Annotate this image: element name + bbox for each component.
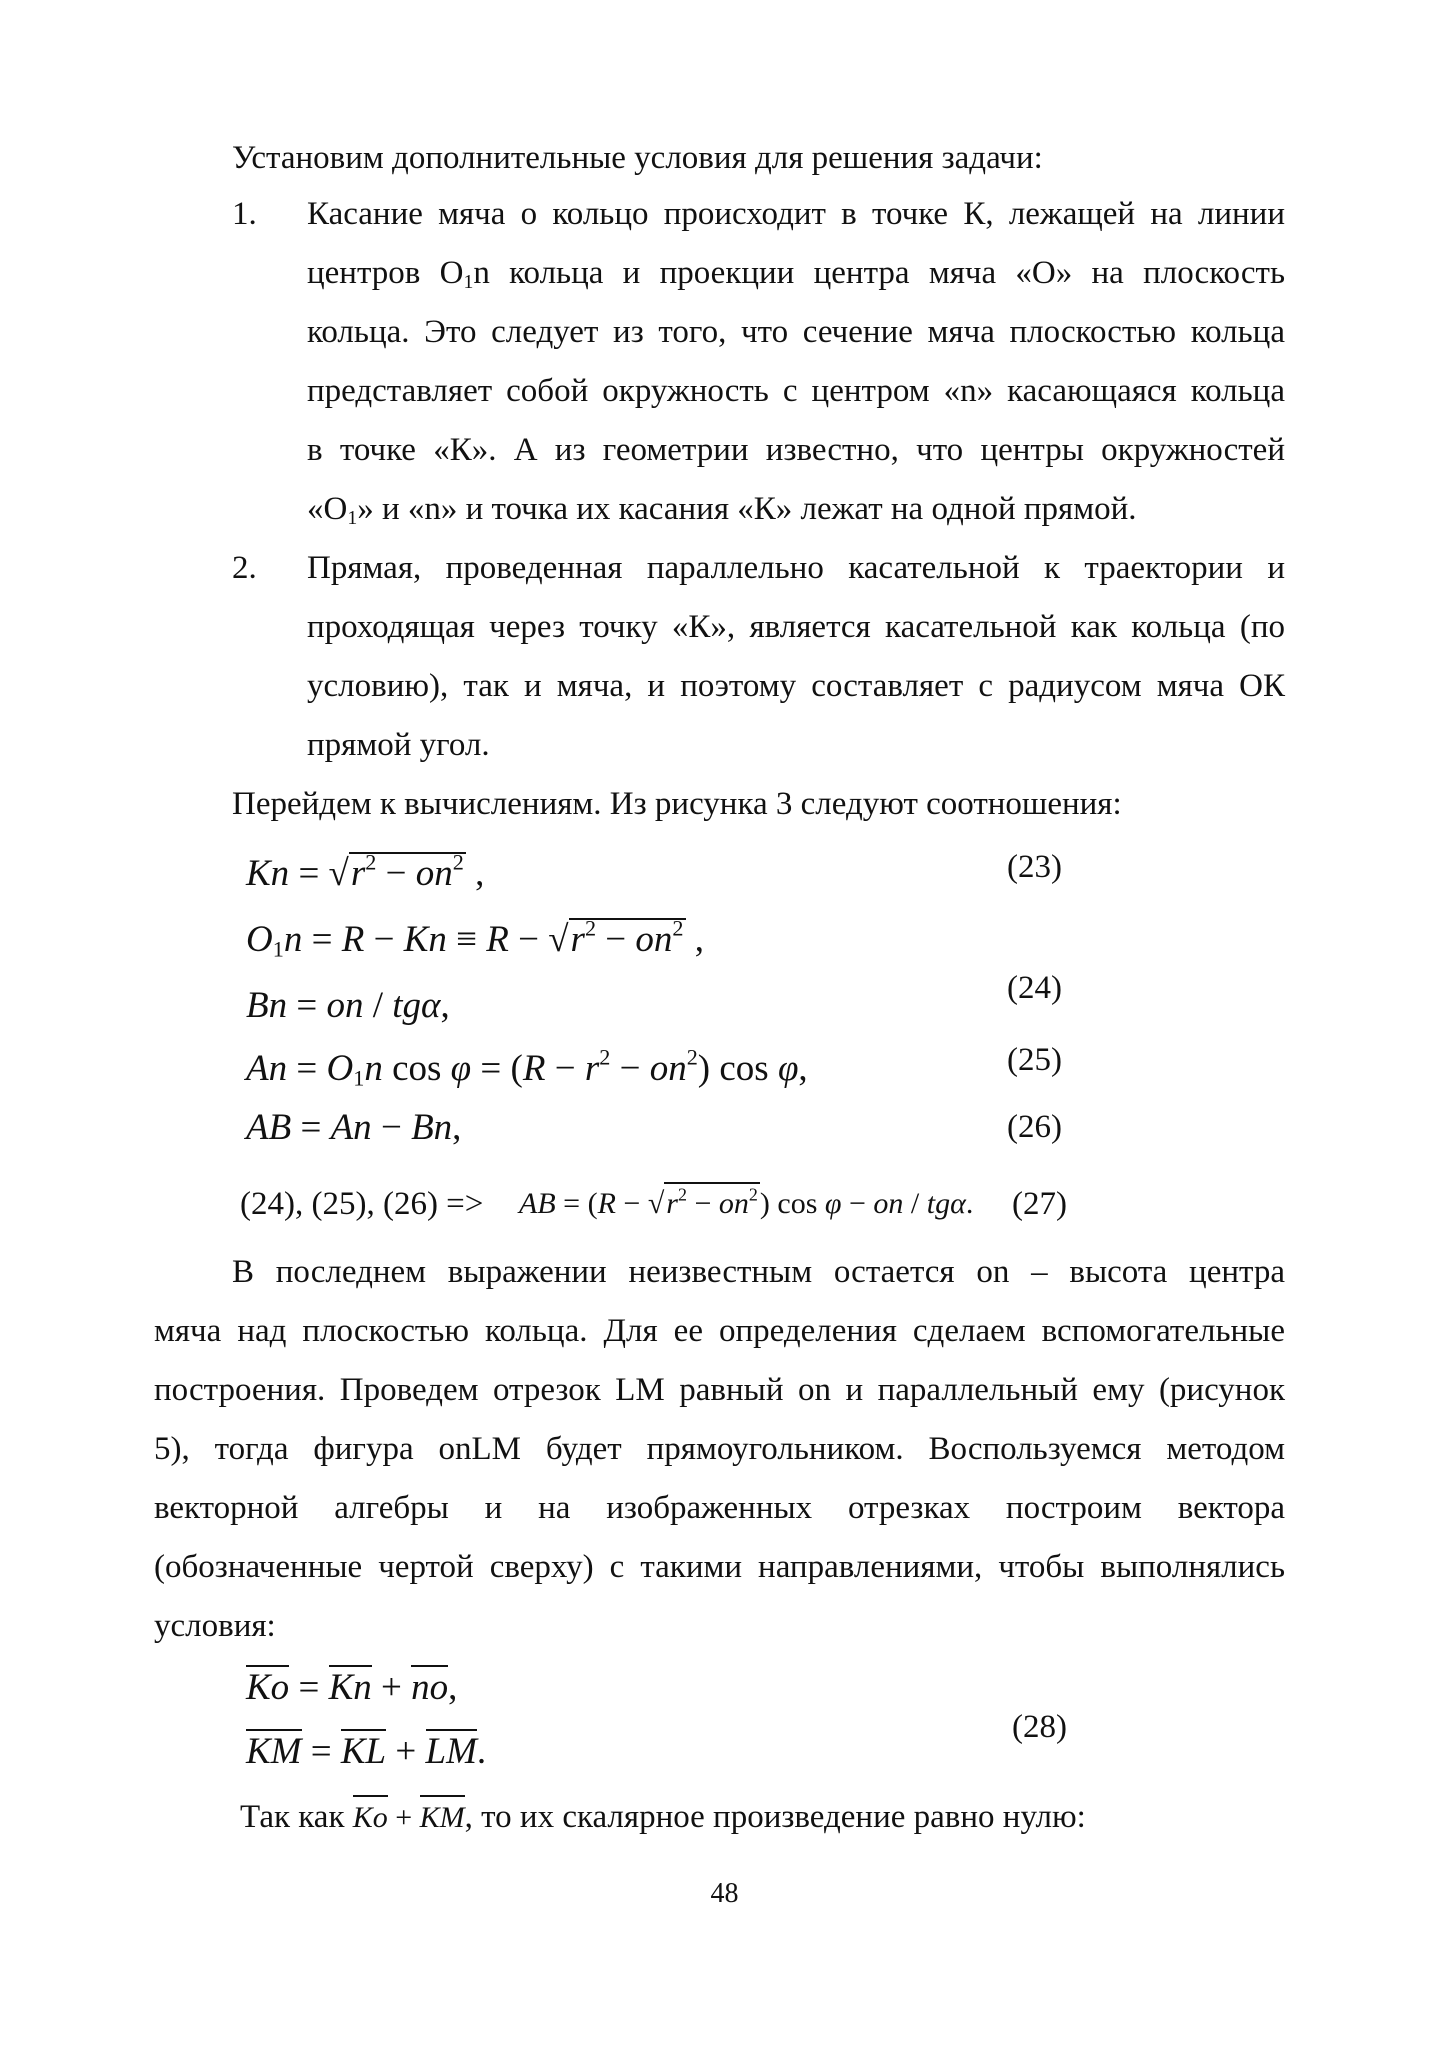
equation-27: AB = $(R - √r^2 - on^2)$ cos φ − on / tgα. xyxy=(519,1180,973,1228)
equation-number-23: (23) xyxy=(1007,849,1062,885)
paragraph-line-6: (обозначенные чертой сверху) с такими направлениями, чтобы выполнялись xyxy=(154,1549,1285,1585)
equation-o1n: $O_1n = R - Kn \equiv R - √r^2 - on^2$ , xyxy=(246,915,705,962)
intro-text: Установим дополнительные условия для решения задачи: xyxy=(232,140,1043,176)
last-line-prefix: Так как xyxy=(240,1799,345,1835)
equation-number-24: (24) xyxy=(1007,970,1062,1006)
list-1-line-3: кольца. Это следует из того, что сечение мяча плоскостью кольца xyxy=(307,314,1285,350)
equation-25: $An = O_1n$ $\cos \varphi = (R - r^2 - on^2)$ cos φ, xyxy=(246,1044,808,1091)
page-number: 48 xyxy=(710,1878,739,1909)
list-number-2: 2. xyxy=(232,550,257,586)
list-1-line-1: Касание мяча о кольцо происходит в точке К, лежащей на линии xyxy=(307,196,1285,232)
paragraph-line-7: условия: xyxy=(154,1608,276,1644)
paragraph-line-2: мяча над плоскостью кольца. Для ее определения сделаем вспомогательные xyxy=(154,1313,1285,1349)
list-number-1: 1. xyxy=(232,196,257,232)
calc-intro-text: Перейдем к вычислениям. Из рисунка 3 следуют соотношения: xyxy=(232,786,1122,822)
last-line-math: Ko + KM xyxy=(353,1801,465,1834)
paragraph-line-3: построения. Проведем отрезок LM равный on и параллельный ему (рисунок xyxy=(154,1372,1285,1408)
list-2-line-4: прямой угол. xyxy=(307,727,490,763)
list-2-line-1: Прямая, проведенная параллельно касательной к траектории и xyxy=(307,550,1285,586)
equation-number-26: (26) xyxy=(1007,1109,1062,1145)
equation-number-27: (27) xyxy=(1012,1186,1067,1222)
last-line xyxy=(240,1795,1086,1838)
equation-26: AB = An − Bn, xyxy=(246,1107,462,1148)
list-1-line-5: в точке «К». А из геометрии известно, что центры окружностей xyxy=(307,432,1285,468)
equation-number-28: (28) xyxy=(1012,1709,1067,1745)
paragraph-line-4: 5), тогда фигура onLM будет прямоугольником. Воспользуемся методом xyxy=(154,1431,1285,1467)
list-1-line-2: центров $О_1n$ кольца и проекции центра мяча «О» на плоскость xyxy=(307,255,1285,293)
equation-27-prefix: (24), (25), (26) => xyxy=(240,1186,484,1222)
equation-28-b: KM = KL + LM. xyxy=(246,1731,487,1772)
paragraph-line-1: В последнем выражении неизвестным остается on – высота центра xyxy=(232,1254,1285,1290)
equation-23: $Kn = √r^2 - on^2$ , xyxy=(246,849,485,894)
list-2-line-3: условию), так и мяча, и поэтому составляет с радиусом мяча ОК xyxy=(307,668,1285,704)
equation-number-25: (25) xyxy=(1007,1042,1062,1078)
list-2-line-2: проходящая через точку «К», является касательной как кольца (по xyxy=(307,609,1285,645)
list-1-line-6: «$О_1$» и «n» и точка их касания «К» лежат на одной прямой. xyxy=(307,491,1137,529)
last-line-suffix: , то их скалярное произведение равно нулю: xyxy=(464,1799,1086,1835)
paragraph-line-5: векторной алгебры и на изображенных отрезках построим вектора xyxy=(154,1490,1285,1526)
list-1-line-4: представляет собой окружность с центром «n» касающаяся кольца xyxy=(307,373,1285,409)
equation-24: Bn = on / tgα, xyxy=(246,985,450,1026)
equation-28-a: Ko = Kn + no, xyxy=(246,1667,458,1708)
